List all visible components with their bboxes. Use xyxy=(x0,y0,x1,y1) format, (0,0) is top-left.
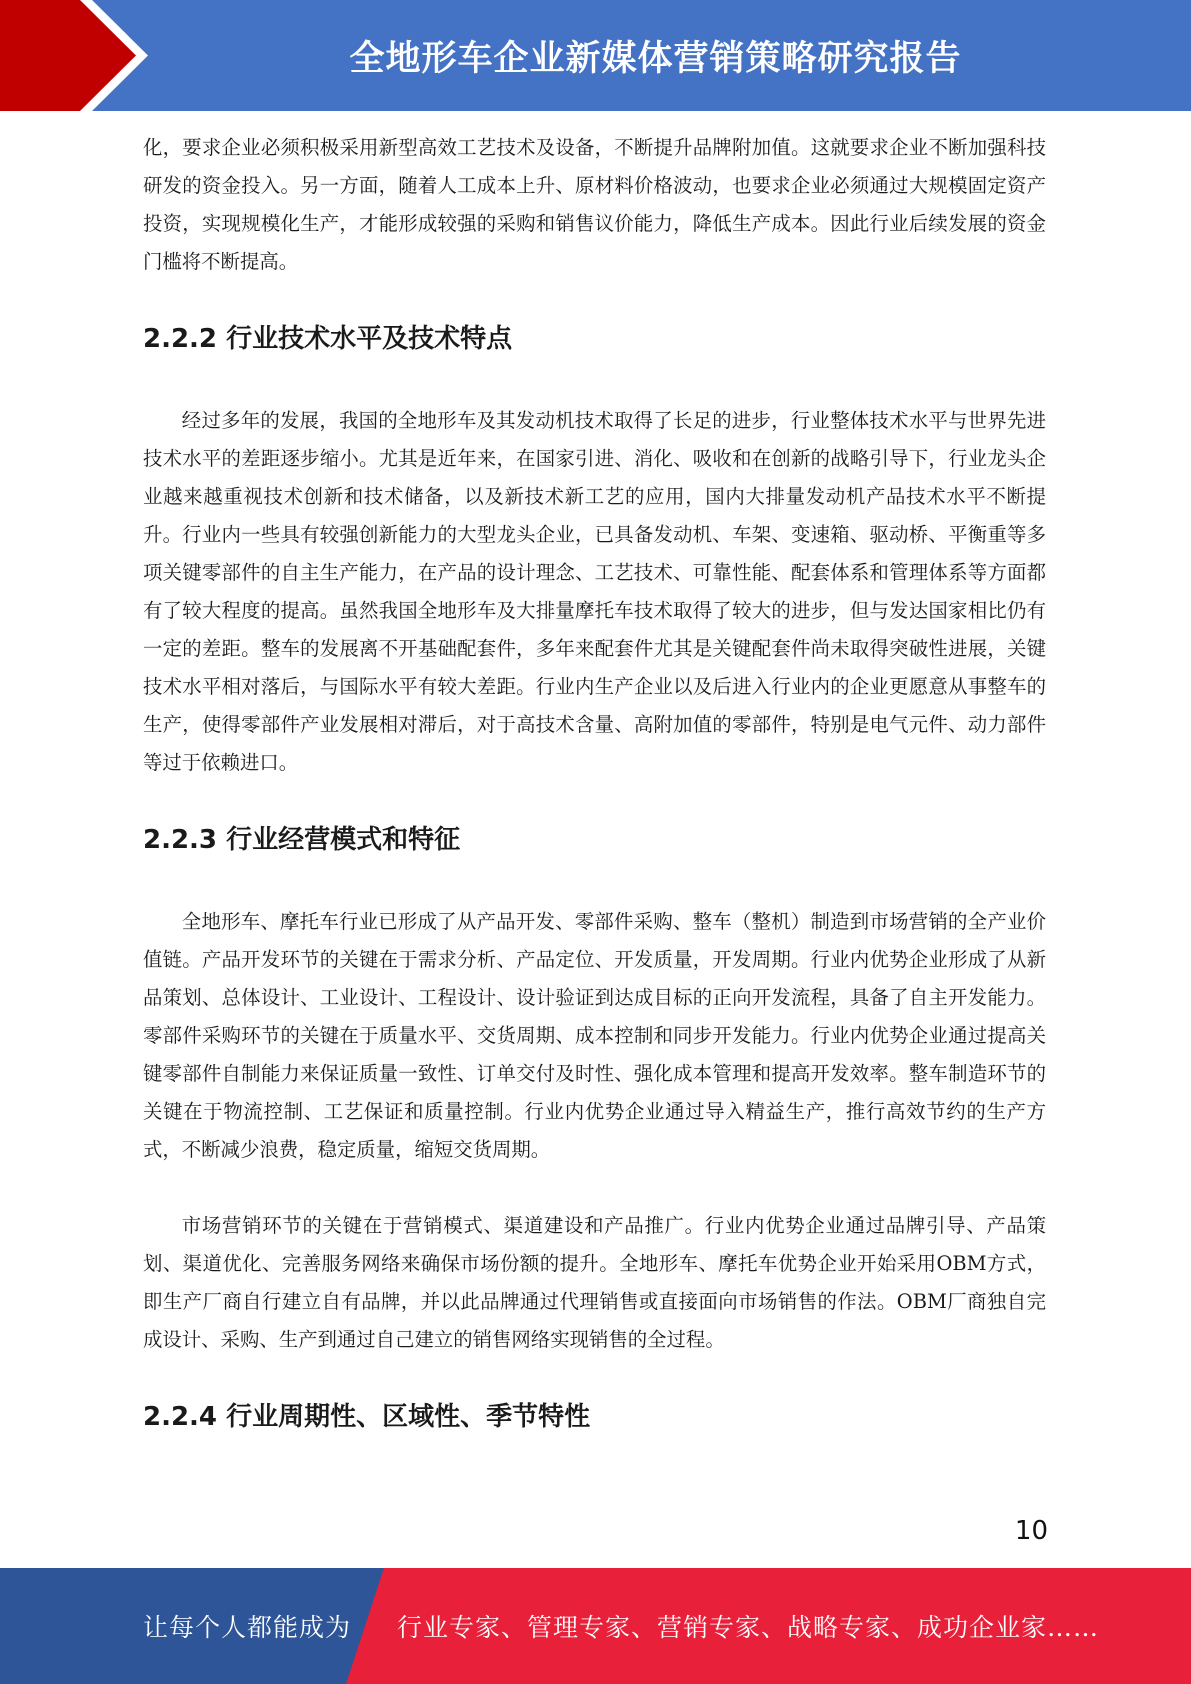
header-arrow-decoration xyxy=(0,0,160,111)
footer-slogan-left: 让每个人都能成为 xyxy=(143,1613,352,1642)
footer-slogan-right: 行业专家、管理专家、营销专家、战略专家、成功企业家…… xyxy=(397,1613,1100,1642)
section-heading-2-2-3: 2.2.3 行业经营模式和特征 xyxy=(143,825,461,855)
report-title: 全地形车企业新媒体营销策略研究报告 xyxy=(349,38,962,79)
page-header xyxy=(0,0,1191,111)
section-heading-2-2-4: 2.2.4 行业周期性、区域性、季节特性 xyxy=(143,1402,591,1432)
section-heading-2-2-2: 2.2.2 行业技术水平及技术特点 xyxy=(143,324,513,354)
paragraph-technology: 经过多年的发展，我国的全地形车及其发动机技术取得了长足的进步，行业整体技术水平与世界先进技术水平的差距逐步缩小。尤其是近年来，在国家引进、消化、吸收和在创新的战略引导下，行业龙头企业越来越重视技术创新和技术储备，以及新技术新工艺的应用，国内大排量发动机产品技术水平不断提升。行业内一些具有较强创新能力的大型龙头企业，已具备发动机、车架、变速箱、驱动桥、平衡重等多项关键零部件的自主生产能力，在产品的设计理念、工艺技术、可靠性能、配套体系和管理体系等方面都有了较大程度的提高。虽然我国全地形车及大排量摩托车技术取得了较大的进步，但与发达国家相比仍有一定的差距。整车的发展离不开基础配套件，多年来配套件尤其是关键配套件尚未取得突破性进展，关键技术水平相对落后，与国际水平有较大差距。行业内生产企业以及后进入行业内的企业更愿意从事整车的生产，使得零部件产业发展相对滞后，对于高技术含量、高附加值的零部件，特别是电气元件、动力部件等过于依赖进口。 xyxy=(143,409,1046,774)
page-footer xyxy=(0,1568,1191,1684)
page-content xyxy=(143,129,1046,1437)
paragraph-continued: 化，要求企业必须积极采用新型高效工艺技术及设备，不断提升品牌附加值。这就要求企业不断加强科技研发的资金投入。另一方面，随着人工成本上升、原材料价格波动，也要求企业必须通过大规模固定资产投资，实现规模化生产，才能形成较强的采购和销售议价能力，降低生产成本。因此行业后续发展的资金门槛将不断提高。 xyxy=(143,136,1046,273)
paragraph-marketing: 市场营销环节的关键在于营销模式、渠道建设和产品推广。行业内优势企业通过品牌引导、产品策划、渠道优化、完善服务网络来确保市场份额的提升。全地形车、摩托车优势企业开始采用OBM方式，即生产厂商自行建立自有品牌，并以此品牌通过代理销售或直接面向市场销售的作法。OBM厂商独自完成设计、采购、生产到通过自己建立的销售网络实现销售的全过程。 xyxy=(143,1214,1046,1351)
page-number: 10 xyxy=(1014,1516,1048,1546)
paragraph-business-model: 全地形车、摩托车行业已形成了从产品开发、零部件采购、整车（整机）制造到市场营销的全产业价值链。产品开发环节的关键在于需求分析、产品定位、开发质量，开发周期。行业内优势企业形成了从新品策划、总体设计、工业设计、工程设计、设计验证到达成目标的正向开发流程，具备了自主开发能力。零部件采购环节的关键在于质量水平、交货周期、成本控制和同步开发能力。行业内优势企业通过提高关键零部件自制能力来保证质量一致性、订单交付及时性、强化成本管理和提高开发效率。整车制造环节的关键在于物流控制、工艺保证和质量控制。行业内优势企业通过导入精益生产，推行高效节约的生产方式，不断减少浪费，稳定质量，缩短交货周期。 xyxy=(143,910,1046,1161)
